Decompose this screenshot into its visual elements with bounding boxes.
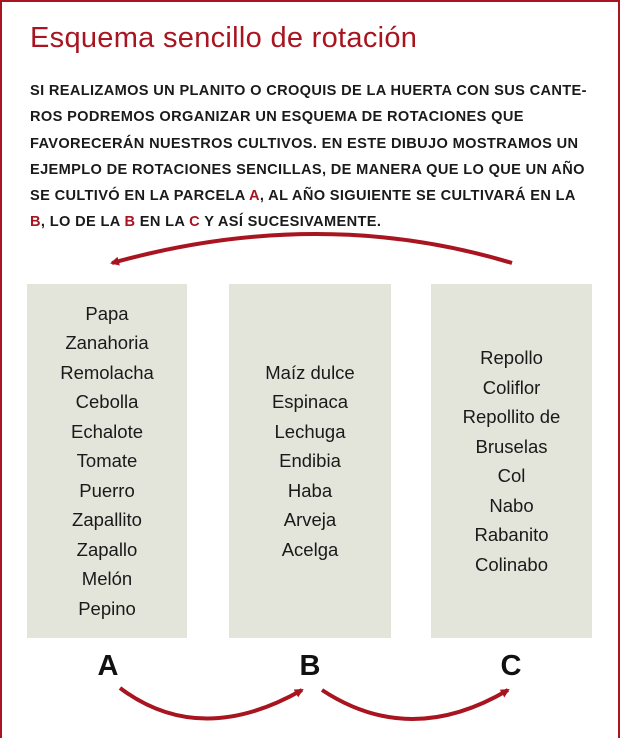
crop-item: Cebolla: [75, 391, 139, 413]
crop-item: Zapallito: [72, 509, 142, 531]
intro-text-5: Y ASÍ SUCESIVAMENTE.: [200, 214, 382, 231]
crop-item: Melón: [81, 568, 133, 590]
intro-letter-a: A: [249, 188, 260, 205]
crop-item: Pepino: [78, 597, 136, 619]
plot-a-box: [27, 284, 187, 638]
intro-text-1: SI REALIZAMOS UN PLANITO O CROQUIS DE LA HUERTA CON SUS CANTEROS PODREMOS ORGANIZAR UN ESQUEMA DE ROTACIONES QUE FAVORECERÁN NUESTROS CULTIVOS. EN ESTE DIBUJO MOSTRAMOS UN EJEMPLO DE ROTACIONES SENCILLAS, DE MANERA QUE LO QUE UN AÑO SE CULTIVÓ EN LA PARCELA: [30, 83, 587, 205]
page-title: Esquema sencillo de rotación: [30, 22, 418, 54]
crop-item: Papa: [85, 302, 129, 324]
plot-c-box: [431, 284, 592, 638]
plot-c-label: C: [500, 650, 522, 682]
crop-item: Zanahoria: [65, 332, 149, 354]
plot-b-box: [229, 284, 391, 638]
crop-item: Haba: [287, 479, 333, 501]
intro-letter-b-2: B: [124, 214, 136, 231]
plot-a-label: A: [97, 650, 119, 682]
intro-letter-c: C: [189, 214, 201, 231]
crop-item: Tomate: [76, 450, 138, 472]
return-arrow-c-to-a: [112, 234, 512, 263]
intro-text-3: , LO DE LA: [40, 214, 125, 231]
crop-item: Puerro: [79, 479, 135, 501]
crop-item: Maíz dulce: [265, 361, 355, 383]
arrow-a-to-b: [120, 688, 302, 719]
crop-item: Repollo: [480, 347, 543, 368]
crop-item: Colinabo: [474, 553, 549, 575]
crop-item: Arveja: [283, 509, 337, 531]
crop-item: Espinaca: [271, 391, 349, 413]
crop-item: Bruselas: [475, 435, 548, 457]
crop-item: Acelga: [281, 538, 339, 560]
intro-text-2: , AL AÑO SIGUIENTE SE CULTIVARÁ EN LA: [259, 188, 576, 205]
crop-item: Lechuga: [274, 420, 346, 442]
crop-item: Rabanito: [474, 524, 549, 545]
crop-item: Nabo: [489, 494, 534, 516]
crop-item: Repollito de: [462, 406, 561, 427]
plot-b-label: B: [299, 650, 321, 682]
crop-item: Remolacha: [60, 361, 154, 383]
intro-text-4: EN LA: [135, 214, 190, 231]
arrow-b-to-c: [322, 690, 508, 719]
crop-item: Col: [497, 465, 526, 486]
crop-item: Echalote: [71, 420, 143, 442]
crop-item: Endibia: [279, 450, 341, 472]
crop-item: Coliflor: [482, 376, 541, 398]
intro-letter-b: B: [30, 214, 41, 231]
crop-item: Zapallo: [76, 538, 138, 560]
